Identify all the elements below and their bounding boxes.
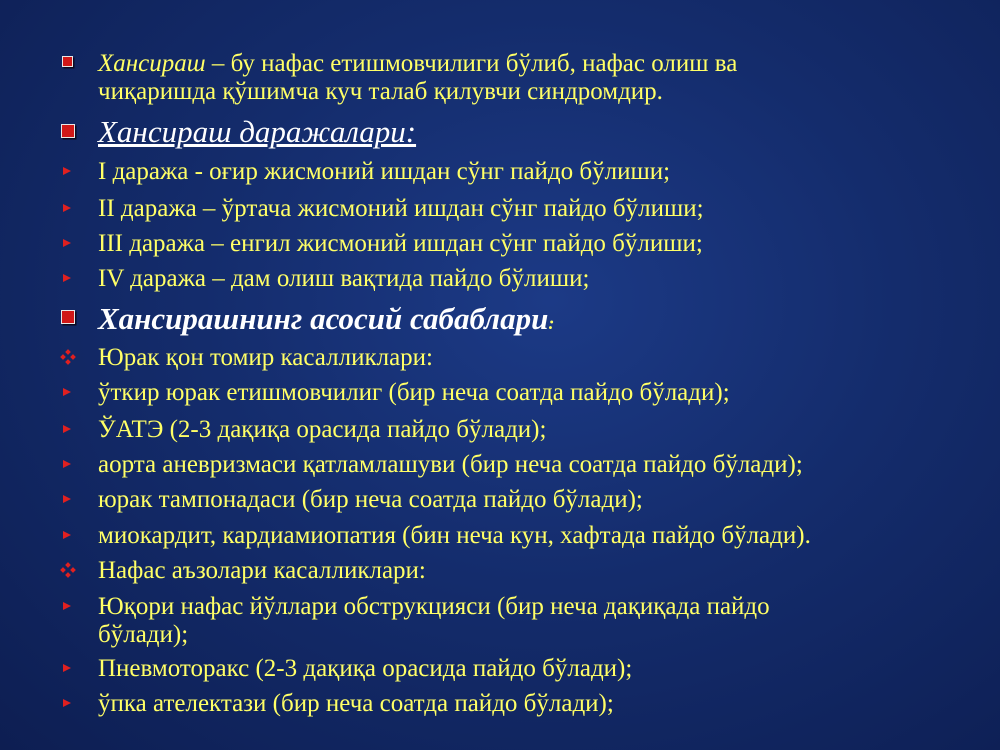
list-item: ўткир юрак етишмовчилиг (бир неча соатда пайдо бўлади); bbox=[60, 379, 960, 407]
section1-title: Хансираш даражалари: bbox=[98, 114, 417, 149]
list-item: II даража – ўртача жисмоний ишдан сўнг пайдо бўлиши; bbox=[60, 195, 960, 223]
section1-heading-row bbox=[60, 115, 960, 149]
intro-term: Хансираш bbox=[98, 50, 206, 77]
group1-title-row bbox=[60, 344, 960, 372]
list-item: ўпка ателектази (бир неча соатда пайдо бўлади); bbox=[60, 690, 960, 718]
intro-paragraph bbox=[60, 50, 960, 106]
group2-title: Нафас аъзолари касалликлари: bbox=[98, 557, 426, 584]
section2-title-colon: : bbox=[548, 313, 555, 333]
list-item: юрак тампонадаси (бир неча соатда пайдо бўлади); bbox=[60, 486, 960, 514]
list-item: миокардит, кардиамиопатия (бин неча кун, хафтада пайдо бўлади). bbox=[60, 522, 960, 550]
intro-text-line2: чиқаришда қўшимча куч талаб қилувчи синдромдир. bbox=[98, 78, 663, 105]
list-item: Пневмоторакс (2-3 дақиқа орасида пайдо бўлади); bbox=[60, 655, 960, 683]
list-item: III даража – енгил жисмоний ишдан сўнг пайдо бўлиши; bbox=[60, 230, 960, 258]
section2-title: Хансирашнинг асосий сабаблари bbox=[98, 301, 549, 336]
intro-text-line1: – бу нафас етишмовчилиги бўлиб, нафас олиш ва bbox=[205, 50, 738, 77]
list-item: I даража - оғир жисмоний ишдан сўнг пайдо бўлиши; bbox=[60, 158, 960, 186]
list-item: аорта аневризмаси қатламлашуви (бир неча соатда пайдо бўлади); bbox=[60, 451, 960, 479]
list-item: ЎАТЭ (2-3 дақиқа орасида пайдо бўлади); bbox=[60, 416, 960, 444]
group2-title-row bbox=[60, 557, 960, 585]
list-item: IV даража – дам олиш вақтида пайдо бўлиши; bbox=[60, 265, 960, 293]
group1-title: Юрак қон томир касалликлари: bbox=[98, 344, 433, 371]
list-item: Юқори нафас йўллари обструкцияси (бир неча дақиқада пайдо бўлади); bbox=[60, 593, 960, 649]
section2-heading-row bbox=[60, 302, 960, 340]
